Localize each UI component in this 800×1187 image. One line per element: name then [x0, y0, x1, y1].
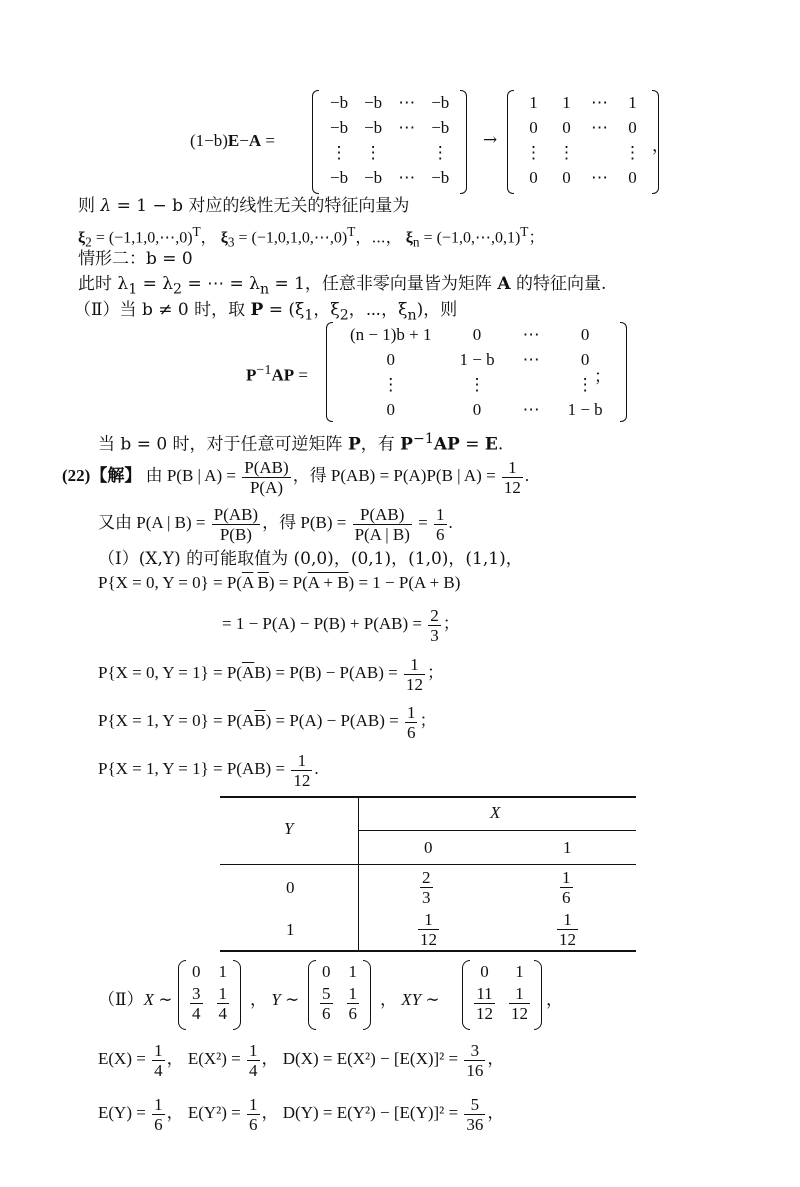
p01-line: P{X = 0, $Y = 1\} = P(\overline{A}B) = P(B) - P(AB)$ = $\frac{1}{12}$ ；: [98, 654, 445, 694]
values-line: （Ⅰ）(X,Y) 的可能取值为 (0,0)，(0,1)，(1,0)，(1,1)，: [98, 549, 523, 569]
matrix-cell: 1: [529, 92, 538, 112]
matrix-cell: −b: [364, 92, 383, 112]
eq-tail: ，: [652, 136, 669, 156]
matrix-cell: −b: [330, 92, 349, 112]
matrix-cell: 1 − b: [459, 349, 495, 369]
diag-matrix: [326, 322, 627, 422]
part2-intro: （Ⅱ）当 b ≠ 0 时，取 $P = (\xi_1$，$\xi_2$，⋯，$\xi_n$)，则: [74, 300, 458, 324]
matrix-cell: 1: [562, 92, 571, 112]
matrix-cell: 0: [386, 399, 395, 419]
matrix-cell: 0: [386, 349, 395, 369]
matrix-cell: ⋯: [591, 117, 608, 137]
matrix-cell: ⋮: [468, 374, 486, 394]
lambda-line: 此时 $\lambda_1 = \lambda_2$ = ⋯ = $\lambda_n = 1$，任意非零向量皆为矩阵 A 的特征向量.: [78, 274, 607, 298]
matrix-cell: 0: [472, 399, 482, 419]
eq-lhs: (1−b)E−A =: [190, 131, 275, 150]
matrix-cell: ⋯: [522, 399, 540, 419]
matrix-cell: 1: [628, 92, 637, 112]
x-val-0: 0: [424, 838, 433, 857]
matrix-cell: ⋮: [624, 142, 641, 162]
y-val-0: 0: [286, 878, 295, 897]
matrix-cell: 0: [562, 167, 571, 187]
matrix-cell: [583, 140, 616, 165]
p11-line: P{X = 1, Y = 1} = P(AB) = $\frac{1}{12}$ .: [98, 750, 319, 790]
matrix-cell: 0: [580, 324, 590, 344]
dist-sep-2: ， XY ∼: [380, 990, 440, 1009]
matrix-cell: ⋮: [576, 374, 594, 394]
dist-xy: 0 $\frac{11}{12}$ 1 $\frac{1}{12}$: [462, 960, 542, 1030]
arrow-symbol: →: [483, 130, 498, 150]
matrix-cell: ⋮: [330, 142, 348, 162]
matrix-cell: ⋮: [558, 142, 575, 162]
matrix-cell: −b: [431, 117, 450, 137]
table-cell: $\frac{1}{6}$: [562, 868, 571, 907]
matrix-cell: ⋮: [382, 374, 400, 394]
matrix-cell: [509, 372, 554, 397]
matrix-cell: 1 − b: [567, 399, 603, 419]
matrix-cell: 0: [529, 167, 538, 187]
matrix-cell: [390, 140, 423, 165]
case-two: 情形二：b = 0: [78, 249, 193, 269]
matrix-cell: 0: [562, 117, 571, 137]
p10-line: P{X = 1, $Y = 0\} = P(A\overline{B}) = P(A) - P(AB)$ = $\frac{1}{6}$ ；: [98, 702, 437, 742]
q22-label: (22)【解】: [62, 466, 142, 485]
p00-line2: = 1 − P(A) − P(B) + P(AB) = $\frac{2}{3}$ ；: [222, 605, 460, 645]
matrix-cell: −b: [431, 92, 450, 112]
matrix-cell: 0: [529, 117, 538, 137]
matrix-cell: −b: [364, 117, 383, 137]
q22-line: (22)【解】 由 P(B | A) = $\frac{P(AB)}{P(A)}$ ，得 P(AB) = P(A)P(B | A) = $\frac{1}{12}$ .: [62, 457, 530, 497]
matrix-cell: ⋯: [591, 167, 608, 187]
matrix-cell: ⋯: [522, 324, 540, 344]
matrix-cell: (n − 1)b + 1: [350, 324, 432, 344]
matrix-cell: −b: [330, 167, 349, 187]
matrix-cell: 0: [580, 349, 590, 369]
matrix-cell: ⋮: [431, 142, 449, 162]
matrix-cell: 0: [628, 117, 637, 137]
y-val-1: 1: [286, 920, 295, 939]
table-cell: $\frac{1}{12}$: [559, 910, 576, 949]
matrix-cell: 0: [472, 324, 482, 344]
ey-line: E(Y) = $\frac{1}{6}$ ， E(Y²) = $\frac{1}{6}$ ， D(Y) = E(Y²) − [E(Y)]² = $\frac{5}{36}$ ，: [98, 1094, 505, 1134]
matrix-cell: 0: [628, 167, 637, 187]
dist-end: ，: [546, 990, 563, 1009]
dist-sep-1: ， Y ∼: [250, 990, 300, 1009]
matrix-cell: ⋯: [591, 92, 608, 112]
dist-y: 0 $\frac{5}{6}$ 1 $\frac{1}{6}$: [308, 960, 371, 1030]
table-cell: $\frac{2}{3}$: [422, 868, 431, 907]
b-zero-line: 当 b = 0 时，对于任意可逆矩阵 P，有 $P^{-1}AP = E$.: [98, 431, 504, 455]
matrix-2: [507, 90, 659, 194]
matrix-cell: ⋯: [398, 92, 416, 112]
x-header: X: [490, 803, 501, 822]
diag-lhs: $P^{-1}AP$ =: [246, 362, 308, 385]
matrix-cell: ⋯: [522, 349, 540, 369]
matrix-cell: ⋯: [398, 117, 416, 137]
matrix-cell: ⋮: [525, 142, 542, 162]
matrix-1: [312, 90, 467, 194]
matrix-cell: −b: [431, 167, 450, 187]
diag-end: ；: [594, 367, 611, 387]
dist-label: （Ⅱ）X ∼: [98, 990, 173, 1009]
x-val-1: 1: [563, 838, 572, 857]
y-header: Y: [284, 819, 294, 838]
matrix-cell: ⋯: [398, 167, 416, 187]
matrix-cell: −b: [330, 117, 349, 137]
eigen-intro: 则 λ = 1 − b 对应的线性无关的特征向量为: [78, 196, 410, 216]
matrix-cell: −b: [364, 167, 383, 187]
table-cell: $\frac{1}{12}$: [420, 910, 437, 949]
p00-line1: P{X = 0, $Y = 0\} = P(\overline{A}$ $\overline{B}) = P(A + B) = 1 - P(A + B)$: [98, 573, 461, 592]
joint-table: [220, 796, 636, 952]
eigen-vectors: $\xi_2$ = (−1,1,0,⋯,0)$^T$， $\xi_3$ = (−1,0,1,0,⋯,0)$^T$，⋯， $\xi_n$ = (−1,0,⋯,0,1)$^T$；: [78, 224, 545, 250]
dist-x: 0 $\frac{3}{4}$ 1 $\frac{1}{4}$: [178, 960, 241, 1030]
matrix-cell: ⋮: [364, 142, 382, 162]
ex-line: E(X) = $\frac{1}{4}$ ， E(X²) = $\frac{1}{4}$ ， D(X) = E(X²) − [E(X)]² = $\frac{3}{16}$ ，: [98, 1040, 505, 1080]
line-pb: 又由 P(A | B) = $\frac{P(AB)}{P(B)}$ ，得 P(B) = $\frac{P(AB)}{P(A | B)}$ = $\frac{1}{6}$ .: [98, 504, 453, 544]
